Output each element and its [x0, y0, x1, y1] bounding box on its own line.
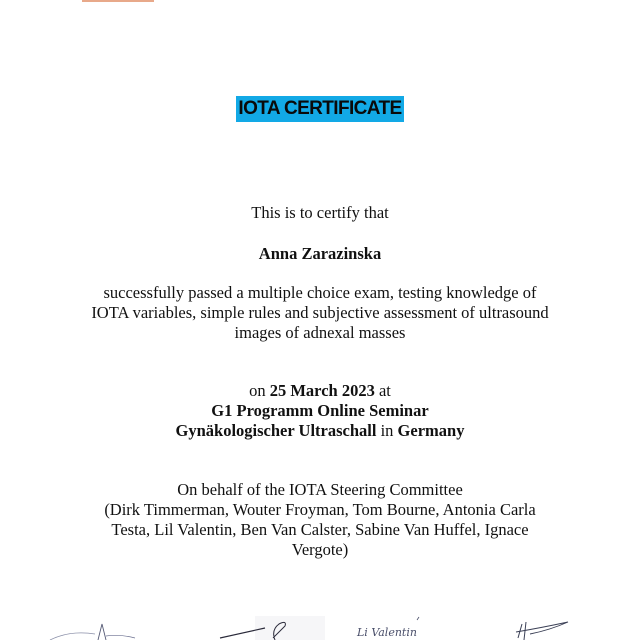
achievement-line: IOTA variables, simple rules and subjective assessment of ultrasound [91, 303, 549, 322]
top-decorative-bar [82, 0, 154, 2]
event-location-prefix: in [380, 421, 394, 440]
event-name-line1: G1 Programm Online Seminar [211, 401, 429, 420]
signature-lil-valentin [355, 616, 435, 640]
signature-2 [175, 612, 325, 640]
event-country: Germany [397, 421, 465, 440]
signature-4 [510, 614, 585, 640]
exam-date: 25 March 2023 [269, 381, 375, 400]
achievement-text [60, 283, 580, 343]
title-container [0, 96, 640, 122]
achievement-line: successfully passed a multiple choice exam, testing knowledge of [103, 283, 537, 302]
certificate-title: IOTA CERTIFICATE [236, 96, 403, 122]
date-line [60, 381, 580, 401]
committee-line: Testa, Lil Valentin, Ben Van Calster, Sabine Van Huffel, Ignace [111, 520, 529, 539]
signature-1 [40, 612, 160, 640]
achievement-line: images of adnexal masses [234, 323, 406, 342]
event-details [60, 381, 580, 441]
recipient-name: Anna Zarazinska [258, 244, 382, 263]
event-name-line2: Gynäkologischer Ultraschall [175, 421, 377, 440]
date-prefix: on [249, 381, 266, 400]
svg-text:Li Valentin: Li Valentin [357, 626, 417, 639]
committee-line: (Dirk Timmerman, Wouter Froyman, Tom Bourne, Antonia Carla [104, 500, 536, 519]
date-suffix: at [378, 381, 391, 400]
intro-text: This is to certify that [251, 203, 389, 222]
committee-text [60, 480, 580, 560]
committee-line: Vergote) [291, 540, 349, 559]
event-line2 [60, 421, 580, 441]
committee-intro: On behalf of the IOTA Steering Committee [177, 480, 463, 499]
